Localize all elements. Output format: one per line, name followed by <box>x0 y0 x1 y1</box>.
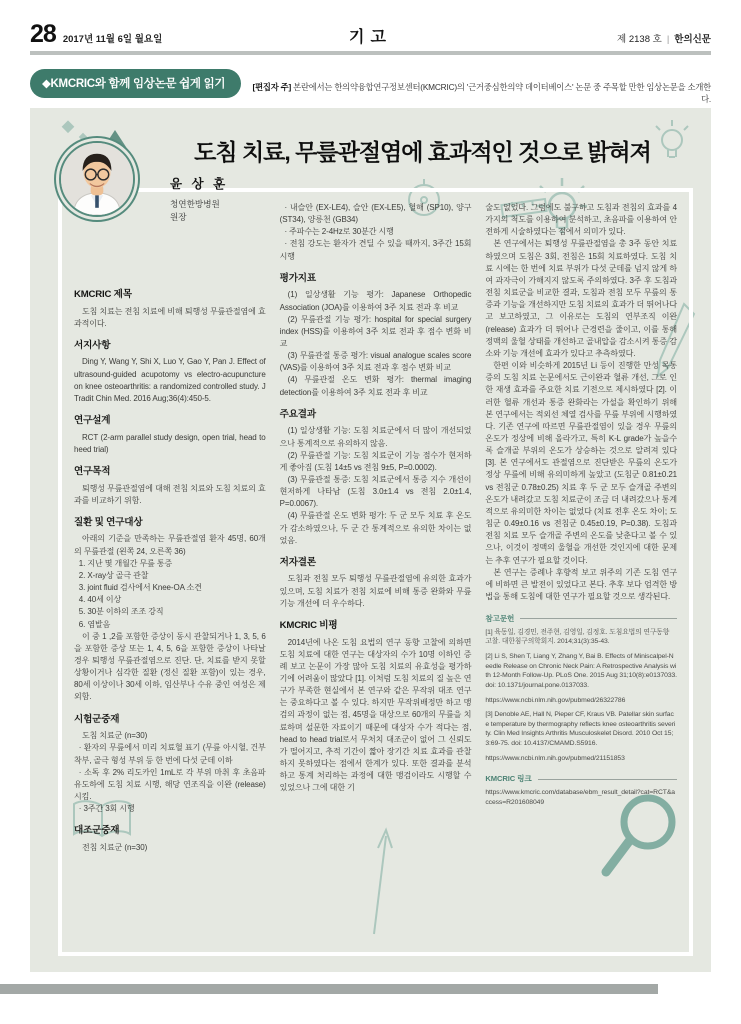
reference-item: [2] Li S, Shen T, Liang Y, Zhang Y, Bai B. Effects of Miniscalpel-Needle Release on Chronic Neck Pain: A Retrospective Analysis with 12-Month Follow-Up. PLoS One. 2015 Aug 31;10(8):e0137033. doi: 10.1371/journal.pone.0137033. <box>485 652 677 689</box>
paragraph: 도침과 전침 모두 퇴행성 무릎관절염에 유의한 효과가 있으며, 도침 치료가 전침 치료에 비해 통증 완화와 무릎 기능 개선에 더 우수하다. <box>279 574 472 608</box>
column-left <box>74 202 266 942</box>
editor-note-text: 본란에서는 한의약융합연구정보센터(KMCRIC)의 '근거중심한의약 데이터베이스' 논문 중 주목할 만한 임상논문을 소개한다. <box>293 82 711 104</box>
section-title: 기고 <box>349 29 392 46</box>
author-name: 윤 상 훈 <box>170 177 229 191</box>
list-item: · 주파수는 2-4Hz로 30분간 시행 <box>284 227 394 237</box>
paragraph: 도침 치료군 (n=30) <box>82 731 148 741</box>
issue-date: 2017년 11월 6일 월요일 <box>62 34 163 45</box>
section-heading: 주요결과 <box>279 408 316 420</box>
page-number: 28 <box>30 20 56 48</box>
reference-item: https://www.ncbi.nlm.nih.gov/pubmed/26322786 <box>485 696 626 704</box>
column-middle <box>280 202 472 942</box>
list-item: · 소독 후 2% 리도카인 1mL로 각 부위 마취 후 초음파 유도하에 도침 치료 시행, 해당 연조직을 이완 (release)시킴. <box>74 767 266 801</box>
kmcric-series-badge: ◆KMCRIC와 함께 임상논문 쉽게 읽기 <box>30 69 241 98</box>
paragraph: (2) 무릎관절 기능 평가: hospital for special surgery index (HSS)를 이용하여 3주 치료 전과 후 점수 변화 비교 <box>279 314 472 348</box>
article-title: 도침 치료, 무릎관절염에 효과적인 것으로 밝혀져 <box>194 139 651 165</box>
section-heading: KMCRIC 비평 <box>279 619 338 631</box>
bottom-shadow-bar <box>0 984 658 994</box>
section-heading: 질환 및 연구대상 <box>74 516 143 528</box>
editor-note-prefix: [편집자 주] <box>252 82 292 92</box>
divider: | <box>666 34 670 45</box>
reference-item: [3] Denoble AE, Hall N, Pieper CF, Kraus VB. Patellar skin surface temperature by thermography reflects knee osteoarthritis severity. Clin Med Insights Arthritis Musculoskelet Disord. 2010 Oct 15;3:69-75. doi: 10.4137/CMAMD.S5916. <box>485 711 676 748</box>
author-photo <box>54 136 140 222</box>
paragraph: 아래의 기준을 만족하는 무릎관절염 환자 45명, 60개의 무릎관절 (왼쪽 24, 오른쪽 36) <box>74 534 266 556</box>
list-item: · 내슬안 (EX-LE4), 슬안 (EX-LE5), 혈해 (SP10), 양구 (ST34), 양릉천 (GB34) <box>279 203 472 225</box>
paragraph: (4) 무릎관절 온도 변화 평가: 두 군 모두 치료 후 온도가 감소하였으나, 두 군 간 통계적으로 유의한 차이는 없었음. <box>279 511 472 545</box>
reference-heading: KMCRIC 링크 <box>485 773 677 785</box>
author-affiliation: 청연한방병원 <box>170 199 220 209</box>
paragraph: Ding Y, Wang Y, Shi X, Luo Y, Gao Y, Pan J. Effect of ultrasound-guided acupotomy vs electro-acupuncture on knee osteoarthritis: a randomized controlled study. J Tradit Chin Med. 2016 Aug;36(4):450-5. <box>74 357 266 403</box>
paragraph: 본 연구에서는 퇴행성 무릎관절염을 총 3주 동안 치료하였으며 도침은 3회, 전침은 15회 치료하였다. 도침 치료 시에는 한 번에 치료 부위가 다섯 군데를 넘지 않게 하여 과자극이 가해지지 않도록 주의하였다. 3주 후 도침과 전침 치료군을 비교한 결과, 도침과 전침 모두 무릎의 통증과 기능을 개선하지만 도침 치료의 효과가 더 뛰어나다고 보고하였고, 그 이유로는 도침의 연부조직 이완 (release) 효과가 더 뛰어나 근경련을 줄이고, 이를 통해 정맥의 울혈 상태를 개선하고 골내압을 감소시켜 통증 감소와 기능 개선에 효과가 있다고 추측하였다. <box>485 239 678 358</box>
paragraph: (4) 무릎관절 온도 변화 평가: thermal imaging detection를 이용하여 3주 치료 전과 후 비교 <box>279 375 472 397</box>
author-portrait-image <box>59 141 135 217</box>
list-item: 4. 40세 이상 <box>78 595 122 605</box>
paragraph: 도침 치료는 전침 치료에 비해 퇴행성 무릎관절염에 효과적이다. <box>74 306 266 328</box>
list-item: · 환자의 무릎에서 미리 치료혈 표기 (무릎 아시혈, 건부착부, 골극 형성 부위 등 한 번에 다섯 군데 이하 <box>74 743 266 765</box>
paragraph: 한편 이와 비슷하게 2015년 Li 등이 진행한 만성 목통증의 도침 치료 논문에서도 근이완과 혈류 개선, 그로 인한 재생 효과를 주요한 치료 기전으로 제시하였다 [2]. 이러한 혈류 개선과 통증 완화라는 가설을 확인하기 위해 본 연구에서는 적외선 체열 검사를 무릎 부위에 시행하였다. 기존 연구에 따르면 무릎관절염이 있을 경우 무릎의 온도가 정상에 비해 올라가고, 특히 K-L grade가 높을수록 슬개골 부위의 온도가 상승하는 것으로 알려져 있다 [3]. 본 연구에서도 관절염으로 진단받은 무릎의 온도가 정상 무릎에 비해 유의미하게 높았고 (도침군 0.81±0.21 vs 전침군 0.78±0.25) 치료 후 두 군 모두 슬개골 주변의 온도가 내려갔고 도침 치료군이 조금 더 내려갔으나 통계적으로 유의미한 차이는 없었다 (치료 전후 온도 차이; 도침군 0.49±0.16 vs 전침군 0.45±0.19, P=0.38). 도침과 전침 치료 모두 슬개골 주변의 온도를 낮춘다고 볼 수 있으나, 이것이 정맥의 울혈을 개선한 것인지에 대한 문제는 추후 연구가 필요할 것이다. <box>485 361 678 565</box>
editor-note <box>251 69 711 105</box>
list-item: 3. joint fluid 검사에서 Knee-OA 소견 <box>78 583 202 593</box>
paragraph: (1) 일상생활 기능: 도침 치료군에서 더 많이 개선되었으나 통계적으로 유의하지 않음. <box>279 426 472 448</box>
list-item: 5. 30분 이하의 조조 강직 <box>78 607 164 617</box>
paragraph: (2) 무릎관절 기능: 도침 치료군이 기능 점수가 현저하게 좋아짐 (도침 14±5 vs 전침 9±5, P=0.0002). <box>279 450 472 472</box>
reference-item: https://www.ncbi.nlm.nih.gov/pubmed/21151853 <box>485 754 625 762</box>
issue-number: 제 2138 호 <box>617 34 662 45</box>
column-right <box>485 202 677 942</box>
section-heading: 연구설계 <box>74 415 111 427</box>
section-heading: 대조군중재 <box>74 825 120 837</box>
article-panel <box>30 108 711 972</box>
list-item: 2. X-ray상 골극 관찰 <box>78 570 149 580</box>
reference-item: [1] 육동일, 김경민, 전주현, 김영일, 김정호. 도침요법의 연구동향 고찰. 대한침구의학회지. 2014;31(3):35-43. <box>485 628 670 646</box>
author-block <box>170 174 228 224</box>
section-heading: 연구목적 <box>74 465 111 477</box>
list-item: 1. 지난 몇 개월간 무릎 통증 <box>78 558 173 568</box>
author-position: 원장 <box>170 211 187 222</box>
paragraph: 전침 치료군 (n=30) <box>82 842 148 852</box>
newspaper-name: 한의신문 <box>674 34 711 45</box>
paragraph: 2014년에 나온 도침 요법의 연구 동향 고찰에 의하면 도침 치료에 대한 연구는 대상자의 수가 10명 이하인 증례 보고 논문이 가장 많아 도침 치료의 유효성을 평가하기에 어려움이 많았다 [1]. 이처럼 도침 치료의 질 높은 연구가 부족한 현실에서 본 연구와 같은 무작위 대조 연구는 중요하다고 볼 수 있다. 하지만 무작위배정만 하고 맹검의 과정이 없는 점, 45명을 대상으로 60개의 무릎을 치료하며 설문한 자료이기 때문에 대상자 수가 적다는 점, head to head trial로서 무처치 대조군이 없어 그 신뢰도가 떨어지고, 추적 기간이 짧아 장기간 치료 효과를 관찰하지 못하였다는 점에서 한계가 있다. 또한 결과를 분석하고 통계 처리하는 과정에 대한 맹검이라도 시행할 수 있었으나 그에 대한 기 <box>279 637 472 793</box>
reference-item: https://www.kmcric.com/database/ebm_result_detail?cat=RCT&access=R201608049 <box>485 788 675 806</box>
page-header <box>0 0 741 47</box>
paragraph: 본 연구는 증례나 후향적 보고 위주의 기존 도침 연구에 비하면 큰 발전이 있었다고 본다. 추후 보다 엄격한 방법을 통해 도침에 대한 연구가 필요할 것으로 생각된다. <box>485 567 678 601</box>
reference-heading: 참고문헌 <box>485 613 677 625</box>
section-heading: 시험군중재 <box>74 713 120 725</box>
section-heading: KMCRIC 제목 <box>74 289 132 300</box>
paragraph: (3) 무릎관절 통증: 도침 치료군에서 통증 지수 개선이 현저하게 나타남 (도침 3.0±1.4 vs 전침 2.0±1.4, P=0.0067). <box>279 474 472 509</box>
paragraph: 술도 없었다. 그럼에도 불구하고 도침과 전침의 효과를 4가지의 척도를 이용하여 분석하고, 초음파를 이용하여 안전하게 시술하였다는 점에서 의미가 있다. <box>485 203 678 237</box>
list-item: · 3주간 3회 시행 <box>78 804 135 814</box>
lightbulb-icon <box>652 116 692 166</box>
section-heading: 평가지표 <box>279 272 316 284</box>
paragraph: 이 중 1 ,2를 포함한 증상이 동시 관찰되거나 1, 3, 5, 6을 포함한 증상 또는 1, 4, 5, 6을 포함한 증상이 나타날 경우 퇴행성 무릎관절염으로 진단. 단, 치료를 받지 못할 상황이거나 심각한 질환 (정신 질환 포함)이 있는 경우, 80세 이상이나 30세 이하, 임산부나 수유 중인 여성은 제외함. <box>74 631 266 702</box>
section-heading: 저자결론 <box>279 556 316 568</box>
article-content-box <box>58 188 693 956</box>
paragraph: (3) 무릎관절 통증 평가: visual analogue scales score (VAS)를 이용하여 3주 치료 전과 후 점수 변화 비교 <box>279 351 472 373</box>
list-item: 6. 염발음 <box>78 619 111 629</box>
paragraph: (1) 일상생활 기능 평가: Japanese Orthopedic Association (JOA)를 이용하여 3주 치료 전과 후 비교 <box>279 290 472 312</box>
paragraph: 퇴행성 무릎관절염에 대해 전침 치료와 도침 치료의 효과를 비교하기 위함. <box>74 483 266 505</box>
list-item: · 전침 강도는 환자가 견딜 수 있을 때까지, 3주간 15회 시행 <box>279 239 472 261</box>
paragraph: RCT (2-arm parallel study design, open trial, head to heed trial) <box>74 432 266 454</box>
section-heading: 서지사항 <box>74 339 111 351</box>
